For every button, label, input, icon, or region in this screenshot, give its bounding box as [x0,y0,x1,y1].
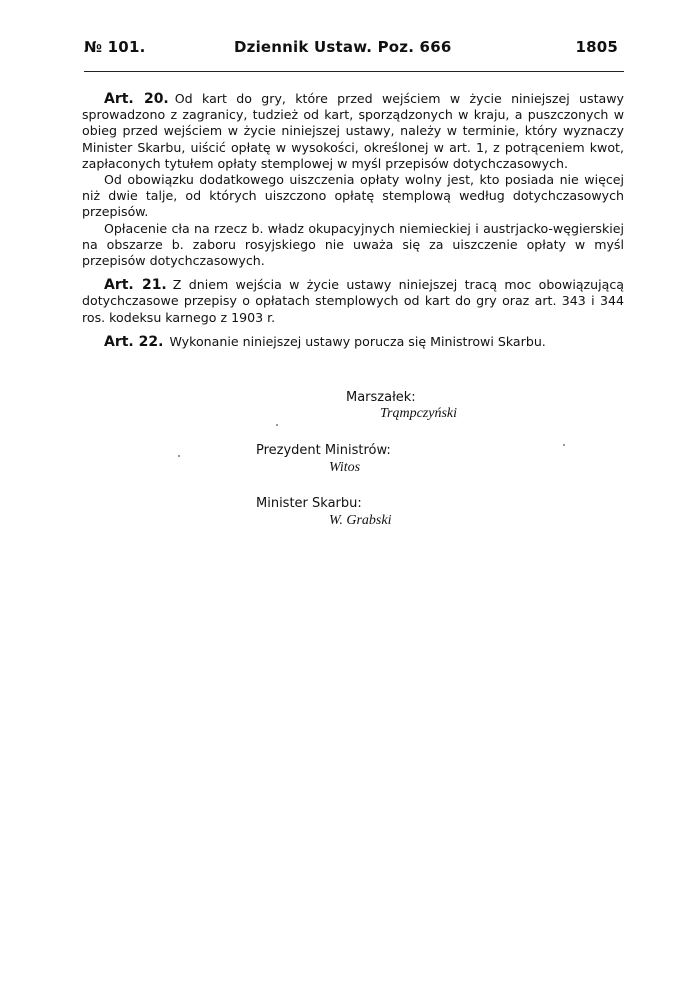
scan-speck [178,455,180,457]
article-21-label: Art. 21. [104,277,167,294]
article-21-paragraph-1 [82,277,624,326]
signature-title-prime-minister: Prezydent Ministrów: [256,443,391,458]
article-20-text-1: Od kart do gry, które przed wejściem w życie niniejszej ustawy sprowadzono z zagranicy, tudzież od kart, sporządzonych w kraju, a puszczonych w obieg przed wejściem w życie niniejszej ustawy, należy w terminie, który wyznaczy Minister Skarbu, uiścić opłatę w wysokości, określonej w art. 1, z potrąceniem kwot, zapłaconych tytułem opłaty stemplowej w myśl przepisów dotychczasowych. [82,91,624,171]
article-22-paragraph-1 [82,334,624,350]
page-header [84,38,622,62]
signature-title-treasury-minister: Minister Skarbu: [256,496,362,511]
article-22-label: Art. 22. [104,333,164,350]
header-rule [84,71,624,72]
article-20-paragraph-2: Od obowiązku dodatkowego uiszczenia opłaty wolny jest, kto posiada nie więcej niż dwie talje, od których uiszczono opłatę stemplową według dotychczasowych przepisów. [82,172,624,220]
article-22-text-1: Wykonanie niniejszej ustawy porucza się Ministrowi Skarbu. [169,333,546,349]
signature-name-treasury-minister: W. Grabski [329,513,392,528]
scan-speck [276,424,278,426]
issue-number: № 101. [84,38,146,56]
scan-speck [563,444,565,446]
article-21-text-1: Z dniem wejścia w życie ustawy niniejszej tracą moc obowiązującą dotychczasowe przepisy o opłatach stemplowych od kart do gry oraz art. 343 i 344 ros. kodeksu karnego z 1903 r. [82,277,624,325]
page-number: 1805 [575,38,618,56]
signature-name-prime-minister: Witos [329,460,361,475]
signature-name-marshal: Trąmpczyński [380,406,457,421]
article-20-paragraph-1 [82,91,624,172]
article-20-paragraph-3: Opłacenie cła na rzecz b. władz okupacyjnych niemieckiej i austrjacko-węgierskiej na obszarze b. zaboru rosyjskiego nie uważa się za uiszczenie opłaty w myśl przepisów dotychczasowych. [82,220,624,269]
signature-title-marshal: Marszałek: [346,390,416,405]
document-body [82,91,624,350]
journal-title: Dziennik Ustaw. Poz. 666 [234,38,452,56]
article-20-label: Art. 20. [104,91,169,107]
